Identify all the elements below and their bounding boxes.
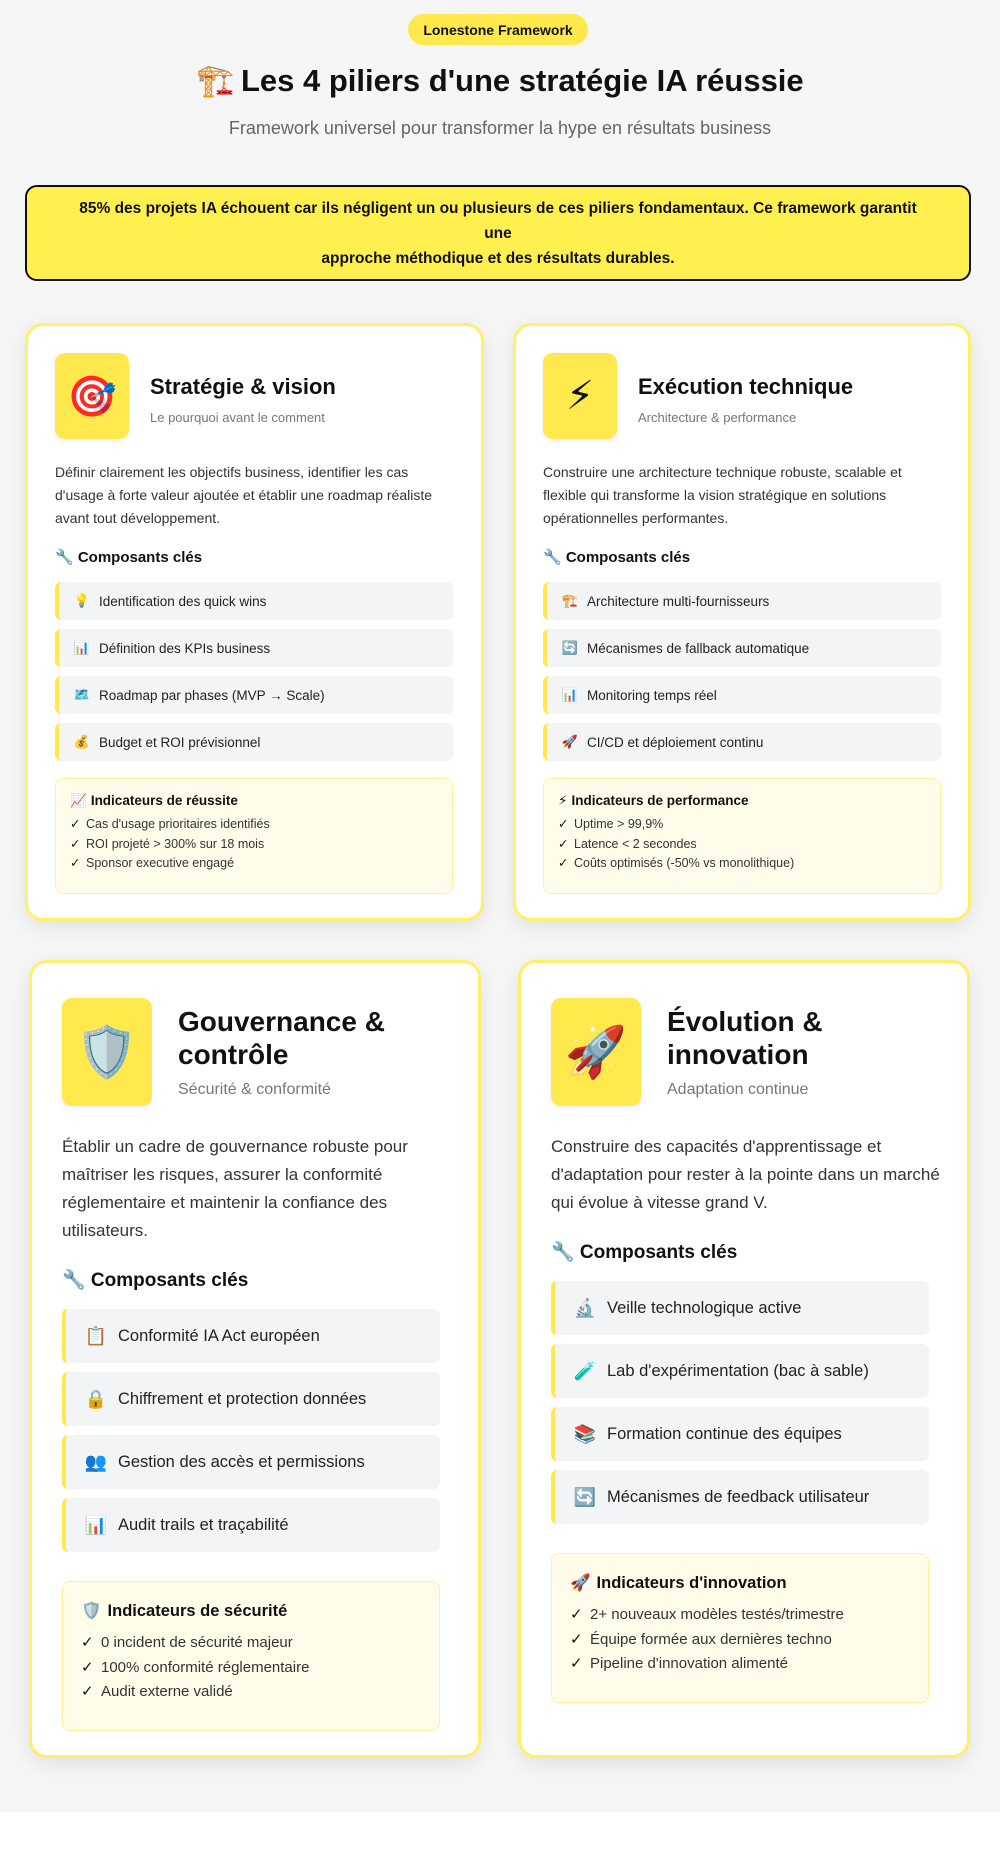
indicators-title <box>558 793 926 809</box>
rocket-icon: 🚀 <box>570 1574 591 1592</box>
indicators-box <box>551 1553 929 1703</box>
target-icon: 🎯 <box>67 374 117 419</box>
indicators-title <box>570 1574 910 1593</box>
components-heading: 🔧 Composants clés <box>551 1242 738 1263</box>
component-item <box>62 1498 440 1552</box>
check-icon: ✓ <box>81 1634 94 1651</box>
target-icon-box <box>55 353 129 439</box>
indicator-item <box>558 835 926 855</box>
component-item <box>551 1281 929 1335</box>
component-label: Chiffrement et protection données <box>118 1389 367 1408</box>
pillar-title: Gouvernance & contrôle <box>178 1006 385 1070</box>
component-item <box>551 1344 929 1398</box>
pillar-description: Établir un cadre de gouvernance robuste pour maîtriser les risques, assurer la conformité réglementaire et maintenir la confiance des utilisateurs. <box>62 1137 408 1240</box>
pillar-title: Stratégie & vision <box>150 374 336 399</box>
component-item <box>55 582 453 620</box>
map-icon: 🗺️ <box>73 687 91 702</box>
rocket-icon-box <box>551 998 641 1106</box>
rocket-icon: 🚀 <box>564 1023 628 1080</box>
indicator-text: Uptime > 99,9% <box>574 817 664 831</box>
component-label: Gestion des accès et permissions <box>118 1452 365 1471</box>
component-label: Formation continue des équipes <box>607 1424 842 1443</box>
check-icon: ✓ <box>70 856 81 870</box>
indicator-text: 0 incident de sécurité majeur <box>101 1634 293 1651</box>
pillar-card-execution <box>513 323 971 921</box>
clipboard-icon: 📋 <box>84 1325 108 1346</box>
check-icon: ✓ <box>558 836 569 851</box>
indicators-title <box>70 793 438 809</box>
refresh-icon: 🔄 <box>561 640 579 655</box>
indicator-text: Équipe formée aux dernières techno <box>590 1630 832 1648</box>
shield-icon-box <box>62 998 152 1106</box>
bar-chart-icon: 📊 <box>561 687 579 702</box>
component-item <box>543 723 941 761</box>
component-item <box>55 676 453 714</box>
money-bag-icon: 💰 <box>73 734 91 749</box>
indicator-text: ROI projeté > 300% sur 18 mois <box>86 836 265 851</box>
component-label: Définition des KPIs business <box>99 640 271 656</box>
check-icon: ✓ <box>81 1658 94 1676</box>
indicators-title-text: Indicateurs de sécurité <box>107 1602 288 1620</box>
users-icon: 👥 <box>84 1451 108 1472</box>
pillar-card-strategy <box>25 323 484 921</box>
shield-icon: 🛡️ <box>81 1602 102 1620</box>
pillar-description: Construire des capacités d'apprentissage et d'adaptation pour rester à la pointe dans un marché qui évolue à vitesse grand V. <box>551 1137 940 1212</box>
indicator-text: 100% conformité réglementaire <box>101 1658 310 1676</box>
page-title-text: Les 4 piliers d'une stratégie IA réussie <box>240 63 804 98</box>
chart-up-icon: 📈 <box>70 793 87 808</box>
component-label: Conformité IA Act européen <box>118 1326 320 1345</box>
component-label: Lab d'expérimentation (bac à sable) <box>607 1361 869 1380</box>
check-icon: ✓ <box>570 1630 583 1648</box>
banner-text-line1: car ils négligent un ou plusieurs de ces piliers fondamentaux. Ce framework garantit une <box>289 199 917 242</box>
component-item <box>543 582 941 620</box>
framework-badge: Lonestone Framework <box>408 14 588 45</box>
warning-banner <box>25 185 971 281</box>
check-icon: ✓ <box>70 817 81 831</box>
pillar-description: Construire une architecture technique robuste, scalable et flexible qui transforme la vision stratégique en solutions opérationnelles performantes. <box>543 464 902 526</box>
component-item <box>62 1435 440 1489</box>
component-label: Veille technologique active <box>607 1298 802 1317</box>
indicator-text: Sponsor executive engagé <box>86 856 235 870</box>
indicator-text: Coûts optimisés (-50% vs monolithique) <box>574 856 795 870</box>
component-label: CI/CD et déploiement continu <box>587 734 764 750</box>
indicator-item <box>70 815 438 835</box>
component-item <box>62 1309 440 1363</box>
test-tube-icon: 🧪 <box>573 1360 597 1381</box>
pillar-card-innovation <box>518 960 970 1758</box>
indicator-item <box>558 854 926 874</box>
component-item <box>551 1470 929 1524</box>
check-icon: ✓ <box>558 856 569 870</box>
pillar-subtitle: Adaptation continue <box>667 1081 809 1098</box>
component-label: Architecture multi-fournisseurs <box>587 593 770 609</box>
indicator-text: Cas d'usage prioritaires identifiés <box>86 817 270 831</box>
page-title <box>0 62 1000 99</box>
component-label: Audit trails et traçabilité <box>118 1515 289 1534</box>
pillar-subtitle: Le pourquoi avant le comment <box>150 410 325 425</box>
component-item <box>55 723 453 761</box>
refresh-icon: 🔄 <box>573 1486 597 1507</box>
check-icon: ✓ <box>570 1606 583 1623</box>
pillar-subtitle: Sécurité & conformité <box>178 1081 331 1098</box>
components-heading: 🔧 Composants clés <box>543 549 691 566</box>
indicators-box <box>62 1581 440 1731</box>
shield-icon: 🛡️ <box>75 1023 139 1080</box>
indicators-title-text: Indicateurs de performance <box>571 793 749 808</box>
lightning-icon: ⚡ <box>558 793 568 808</box>
check-icon: ✓ <box>70 836 81 851</box>
construction-icon: 🏗️ <box>561 593 579 608</box>
indicators-box <box>55 778 453 894</box>
indicators-box <box>543 778 941 894</box>
component-label: Mécanismes de feedback utilisateur <box>607 1487 870 1506</box>
pillar-title: Évolution & innovation <box>667 1006 823 1070</box>
indicator-item <box>70 854 438 874</box>
banner-text-line2: approche méthodique et des résultats durables. <box>321 249 675 267</box>
components-heading: 🔧 Composants clés <box>62 1270 249 1291</box>
check-icon: ✓ <box>570 1655 583 1672</box>
component-label: Monitoring temps réel <box>587 687 717 703</box>
indicators-title-text: Indicateurs d'innovation <box>596 1574 787 1592</box>
lightning-icon: ⚡ <box>565 374 595 418</box>
component-label: Identification des quick wins <box>99 593 267 609</box>
pillar-description: Définir clairement les objectifs business, identifier les cas d'usage à forte valeur ajoutée et établir une roadmap réaliste avant tout développement. <box>55 464 433 526</box>
indicator-text: Pipeline d'innovation alimenté <box>590 1655 788 1672</box>
component-label: Roadmap par phases (MVP → Scale) <box>99 687 325 703</box>
indicator-item <box>81 1631 421 1656</box>
component-item <box>543 629 941 667</box>
pillar-title: Exécution technique <box>638 374 854 399</box>
lightning-icon-box <box>543 353 617 439</box>
banner-highlight: 85% des projets IA échouent <box>79 199 290 217</box>
page-footer <box>0 1812 1000 1850</box>
indicator-item <box>81 1680 421 1705</box>
pillar-subtitle: Architecture & performance <box>638 410 797 425</box>
bar-chart-icon: 📊 <box>73 640 91 655</box>
indicator-text: Audit externe validé <box>101 1683 233 1700</box>
check-icon: ✓ <box>81 1683 94 1700</box>
components-heading: 🔧 Composants clés <box>55 549 203 566</box>
indicator-item <box>70 835 438 855</box>
lightbulb-icon: 💡 <box>73 593 91 608</box>
component-item <box>543 676 941 714</box>
page-subtitle: Framework universel pour transformer la hype en résultats business <box>228 118 772 138</box>
indicator-item <box>570 1628 910 1653</box>
indicators-title <box>81 1602 421 1621</box>
component-item <box>551 1407 929 1461</box>
component-item <box>55 629 453 667</box>
microscope-icon: 🔬 <box>573 1297 597 1318</box>
indicator-text: 2+ nouveaux modèles testés/trimestre <box>590 1606 844 1623</box>
check-icon: ✓ <box>558 817 569 831</box>
indicator-item <box>570 1603 910 1628</box>
bar-chart-icon: 📊 <box>84 1514 108 1535</box>
component-label: Budget et ROI prévisionnel <box>99 734 261 750</box>
rocket-icon: 🚀 <box>561 734 579 749</box>
component-item <box>62 1372 440 1426</box>
crane-icon: 🏗️ <box>196 63 235 98</box>
indicator-item <box>81 1656 421 1681</box>
indicators-title-text: Indicateurs de réussite <box>90 793 238 808</box>
books-icon: 📚 <box>573 1423 597 1444</box>
pillar-card-governance <box>29 960 481 1758</box>
indicator-item <box>558 815 926 835</box>
indicator-text: Latence < 2 secondes <box>574 836 697 851</box>
lock-icon: 🔒 <box>84 1388 108 1409</box>
component-label: Mécanismes de fallback automatique <box>587 640 810 656</box>
indicator-item <box>570 1652 910 1677</box>
